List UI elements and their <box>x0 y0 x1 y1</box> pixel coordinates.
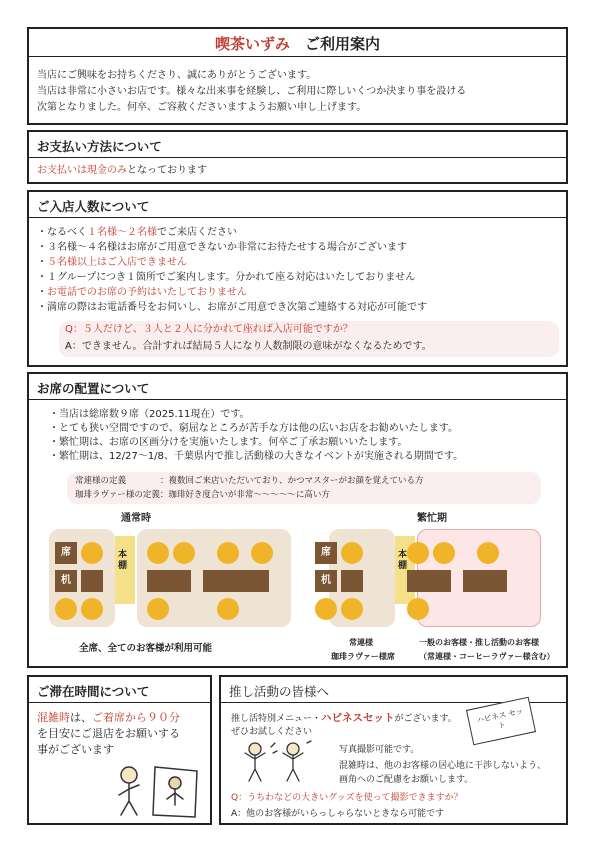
normal-shelf-label: 本棚 <box>118 550 128 571</box>
entry-bullet-text-after: でご来店ください <box>157 227 237 238</box>
entry-rule <box>29 217 566 218</box>
seat-circle-regular <box>315 598 337 620</box>
busy-label: 繁忙期 <box>417 513 447 524</box>
intro-line-1: 当店にご興味をお持ちくださり、誠にありがとうございます。 <box>37 70 317 81</box>
seating-box <box>27 372 568 668</box>
entry-bullet-text: ・３名様～４名様はお席がご用意できないか非常にお待たせする場合がございます <box>37 242 407 253</box>
payment-rule <box>29 157 566 158</box>
oshi-note-2: 画角へのご配慮をお願いします。 <box>339 775 474 785</box>
happiness-set-card-text: ハピネス セット <box>475 706 524 731</box>
entry-bullet <box>37 256 187 270</box>
oshi-menu-post: がございます。 <box>394 714 457 724</box>
stay-line-3: 事がございます <box>37 743 114 756</box>
seat-circle <box>251 542 273 564</box>
seat-circle <box>217 598 239 620</box>
leaving-customer-illustration <box>107 759 207 821</box>
bar-table <box>225 570 247 592</box>
happiness-set-name: ハピネスセット <box>321 712 395 724</box>
seating-bullet-1: ・当店は総席数９席（2025.11現在）です。 <box>49 409 250 420</box>
seat-circle <box>217 542 239 564</box>
stay-rule <box>29 702 210 703</box>
entry-bullet <box>37 301 427 315</box>
bar-table <box>147 570 169 592</box>
table-block <box>341 570 363 592</box>
oshi-answer: A：他のお客様がいらっしゃらないときなら可能です <box>231 809 445 819</box>
seat-circle-general <box>407 542 429 564</box>
definition-regular-label: 常連様の定義 ： <box>75 476 169 486</box>
entry-bullet <box>37 271 415 285</box>
entry-bullet-text: ・満席の際はお電話番号をお伺いし、お席がご用意でき次第ご連絡する対応が可能です <box>37 302 427 313</box>
entry-bullet-emphasis: ５名様以上はご入店できません <box>47 257 187 268</box>
entry-bullet-text: ・１グループにつき１箇所でご案内します。分かれて座る対応はいたしておりません <box>37 272 416 283</box>
entry-bullet-text: ・ <box>37 287 47 298</box>
entry-question: Q：５人だけど、３人と２人に分かれて座れば入店可能ですか？ <box>65 324 353 335</box>
entry-bullet-emphasis: １名様～２名様 <box>87 227 157 238</box>
seat-circle <box>81 542 103 564</box>
oshi-menu-pre: 推し活特別メニュー・ <box>231 714 322 724</box>
busy-shelf-label: 本棚 <box>398 550 408 571</box>
entry-bullet <box>37 286 247 300</box>
stay-box <box>27 675 212 825</box>
definition-regular <box>75 474 424 488</box>
seating-bullet-2: ・とても狭い空間ですので、窮屈なところが苦手な方は他の広いお店をお勧めいたします。 <box>49 423 458 434</box>
entry-answer: A：できません。合計すれば結局５人になり人数制限の意味がなくなるためです。 <box>65 341 432 352</box>
seat-circle-general <box>407 598 429 620</box>
bar-table <box>429 570 451 592</box>
entry-bullet <box>37 241 407 255</box>
seat-circle <box>173 542 195 564</box>
seat-legend: 席 <box>315 542 337 564</box>
stay-line-1 <box>37 711 180 725</box>
entry-bullet-text: ・なるべく <box>37 227 87 238</box>
busy-caption-left-2: 珈琲ラヴァー様席 <box>331 652 395 661</box>
seat-circle-general <box>433 542 455 564</box>
table-block <box>81 570 103 592</box>
bar-table <box>169 570 191 592</box>
fans-illustration <box>237 739 313 783</box>
oshi-menu-try: ぜひお試しください <box>231 727 313 737</box>
table-legend-label: 机 <box>61 575 71 586</box>
seat-legend: 席 <box>55 542 77 564</box>
seating-bullet-4: ・繁忙期は、12/27～1/8、千葉県内で推し活動様の大きなイベントが実施される期間です。 <box>49 451 464 462</box>
seat-circle <box>81 598 103 620</box>
page-title <box>29 33 566 54</box>
seating-rule <box>29 399 566 400</box>
intro-line-2: 当店は非常に小さいお店です。様々な出来事を経験し、ご利用に際しいくつか決まり事を設ける <box>37 86 467 97</box>
entry-heading: ご入店人数について <box>37 199 150 214</box>
oshi-heading: 推し活動の皆様へ <box>229 684 330 699</box>
seating-bullet-3: ・繁忙期は、お席の区画分けを実施いたします。何卒ご了承お願いいたします。 <box>49 437 408 448</box>
busy-caption-left-1: 常連様 <box>349 638 373 647</box>
bar-table <box>407 570 429 592</box>
stay-heading: ご滞在時間について <box>37 684 150 699</box>
payment-heading: お支払い方法について <box>37 139 162 154</box>
payment-box <box>27 130 568 184</box>
payment-text <box>37 164 207 178</box>
seat-circle <box>147 542 169 564</box>
seat-circle-general <box>477 542 499 564</box>
entry-bullet-text: ・ <box>37 257 47 268</box>
stay-90-minutes: ご着席から９０分 <box>92 711 180 724</box>
busy-caption-right-1: 一般のお客様・推し活動のお客様 <box>419 638 539 647</box>
oshi-photo-ok: 写真撮影可能です。 <box>339 745 420 755</box>
shop-name: 喫茶いずみ <box>214 35 290 53</box>
bar-table <box>247 570 269 592</box>
payment-text-rest: となっております <box>127 165 207 176</box>
bar-table <box>203 570 225 592</box>
table-legend-label: 机 <box>321 575 331 586</box>
definition-coffee-lover-label: 珈琲ラヴァー様の定義： <box>75 490 169 500</box>
payment-cash-only: お支払いは現金のみ <box>37 165 127 176</box>
entry-box <box>27 190 568 367</box>
seat-circle <box>55 598 77 620</box>
definition-regular-text: 複数回ご来店いただいており、かつマスターがお顔を覚えている方 <box>168 476 424 486</box>
seat-circle-regular <box>341 598 363 620</box>
oshi-menu-line <box>231 711 457 726</box>
bar-table <box>485 570 507 592</box>
stay-busy-word: 混雑時 <box>37 711 70 724</box>
entry-bullet <box>37 226 237 240</box>
definition-coffee-lover <box>75 488 330 502</box>
seat-circle-regular <box>341 542 363 564</box>
title-rule <box>29 56 566 57</box>
oshi-note-1: 混雑時は、他のお客様の居心地に干渉しないよう、 <box>339 761 547 771</box>
normal-caption: 全席、全てのお客様が利用可能 <box>79 643 213 654</box>
title-rest: ご利用案内 <box>305 35 381 53</box>
seat-circle <box>147 598 169 620</box>
intro-box <box>27 27 568 125</box>
definition-coffee-lover-text: 珈琲好き度合いが非常～～～～～に高い方 <box>168 490 330 500</box>
normal-label: 通常時 <box>121 513 151 524</box>
seating-heading: お席の配置について <box>37 381 150 396</box>
intro-line-3: 次第となりました。何卒、ご容赦くださいますようお願い申し上げます。 <box>37 102 367 113</box>
bar-table <box>463 570 485 592</box>
stay-line-1-middle: は、 <box>70 711 92 724</box>
busy-caption-right-2: （常連様・コーヒーラヴァー様含む） <box>419 652 555 661</box>
oshi-question: Q：うちわなどの大きいグッズを使って撮影できますか？ <box>231 793 463 803</box>
entry-bullet-emphasis: お電話でのお席の予約はいたしておりません <box>47 287 247 298</box>
oshi-box <box>219 675 568 825</box>
stay-line-2: を目安にご退店をお願いする <box>37 727 180 740</box>
